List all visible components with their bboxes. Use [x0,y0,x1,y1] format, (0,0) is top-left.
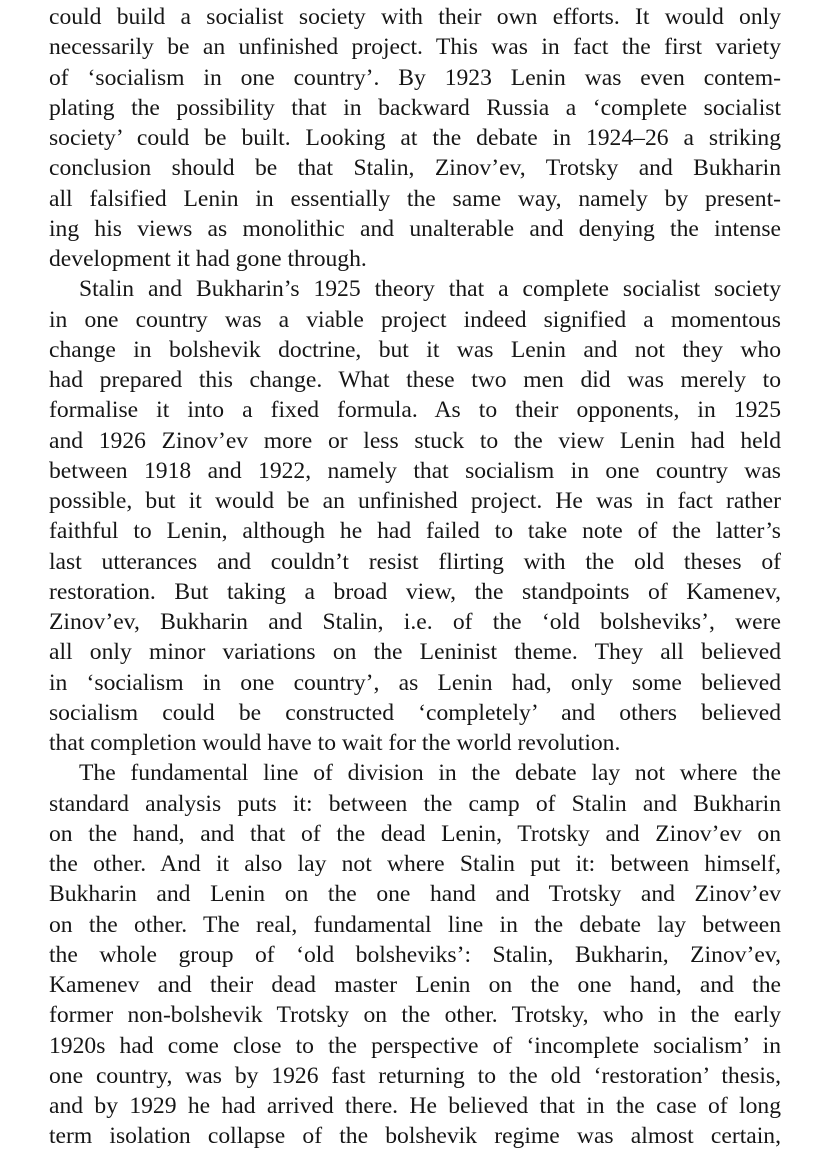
text-line: plating the possibility that in backward Russia a ‘complete socialist [49,94,781,121]
text-line: ing his views as monolithic and unalterable and denying the intense [49,215,781,242]
paragraph-1 [49,2,781,274]
text-line: formalise it into a fixed formula. As to their opponents, in 1925 [49,397,781,424]
text-line: Kamenev and their dead master Lenin on the one hand, and the [49,972,781,998]
text-line: 1920s had come close to the perspective of ‘incomplete socialism’ in [49,1032,781,1059]
text-line: and by 1929 he had arrived there. He believed that in the case of long [49,1093,781,1119]
text-line: faithful to Lenin, although he had failed to take note of the latter’s [49,518,781,545]
text-line: could build a socialist society with their own efforts. It would only [49,4,781,30]
text-line: necessarily be an unfinished project. This was in fact the first variety [49,34,781,61]
paragraph-3 [49,758,781,1151]
text-line: the other. And it also lay not where Stalin put it: between himself, [49,851,781,877]
text-line: The fundamental line of division in the debate lay not where the [79,760,781,787]
text-line: restoration. But taking a broad view, the standpoints of Kamenev, [49,578,781,605]
text-line: change in bolshevik doctrine, but it was Lenin and not they who [49,336,781,363]
text-line: former non-bolshevik Trotsky on the other. Trotsky, who in the early [49,1002,781,1029]
text-line: Zinov’ev, Bukharin and Stalin, i.e. of the ‘old bolsheviks’, were [49,609,781,635]
text-line: all falsified Lenin in essentially the same way, namely by present- [49,185,781,212]
text-line: one country, was by 1926 fast returning to the old ‘restoration’ thesis, [49,1062,781,1089]
paragraph-2 [49,274,781,758]
text-line: Stalin and Bukharin’s 1925 theory that a complete socialist society [79,276,781,303]
text-line: on the other. The real, fundamental line in the debate lay between [49,911,781,938]
text-line: standard analysis puts it: between the camp of Stalin and Bukharin [49,790,781,817]
text-line: last utterances and couldn’t resist flirting with the old theses of [49,548,781,575]
text-line: that completion would have to wait for the world revolution. [49,730,621,756]
text-line: possible, but it would be an unfinished project. He was in fact rather [49,488,781,514]
text-line: society’ could be built. Looking at the debate in 1924–26 a striking [49,125,781,151]
text-line: of ‘socialism in one country’. By 1923 Lenin was even contem- [49,64,781,91]
text-line: in one country was a viable project indeed signified a momentous [49,306,781,333]
text-line: socialism could be constructed ‘completely’ and others believed [49,699,781,726]
text-line: between 1918 and 1922, namely that socialism in one country was [49,457,781,484]
text-line: development it had gone through. [49,246,367,272]
text-line: on the hand, and that of the dead Lenin, Trotsky and Zinov’ev on [49,820,781,847]
text-line: term isolation collapse of the bolshevik regime was almost certain, [49,1123,781,1150]
book-page-text [49,2,781,1152]
text-line: in ‘socialism in one country’, as Lenin had, only some believed [49,669,781,696]
text-line: and 1926 Zinov’ev more or less stuck to the view Lenin had held [49,427,781,454]
text-line: conclusion should be that Stalin, Zinov’ev, Trotsky and Bukharin [49,155,781,182]
text-line: the whole group of ‘old bolsheviks’: Stalin, Bukharin, Zinov’ev, [49,941,781,968]
text-line: Bukharin and Lenin on the one hand and Trotsky and Zinov’ev [49,881,781,908]
text-line: had prepared this change. What these two men did was merely to [49,367,781,393]
text-line: all only minor variations on the Leninist theme. They all believed [49,639,781,666]
